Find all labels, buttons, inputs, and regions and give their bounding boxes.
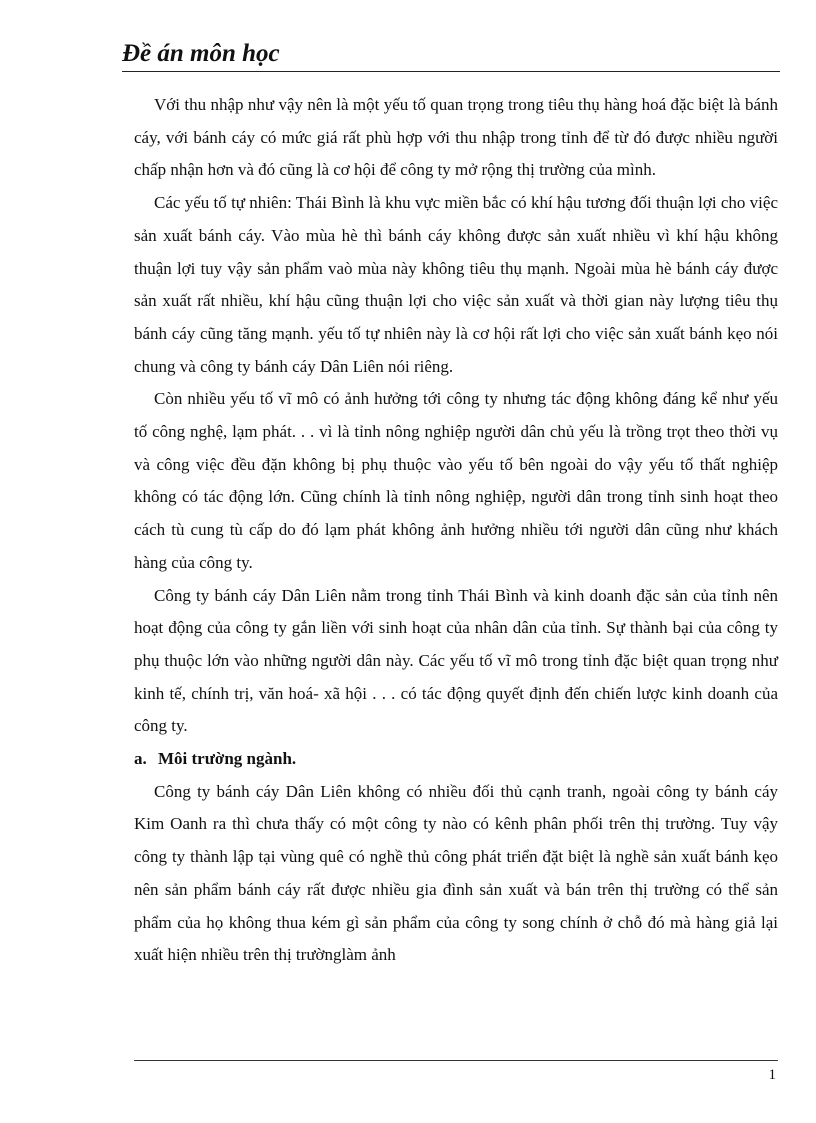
section-number: a. — [134, 749, 147, 769]
paragraph-macro-factors: Còn nhiều yếu tố vĩ mô có ảnh hưởng tới công ty nhưng tác động không đáng kể như yếu tố công nghệ, lạm phát. . . vì là tỉnh nông nghiệp người dân chủ yếu là trồng trọt theo thời vụ và công việc đều đặn không bị phụ thuộc vào yếu tố bên ngoài do vậy yếu tố thất nghiệp không có tác động lớn. Cũng chính là tỉnh nông nghiệp, người dân trong tỉnh sinh hoạt theo cách tù cung tù cấp do đó lạm phát không ảnh hưởng nhiều tới người dân cũng như khách hàng của công ty. — [134, 389, 778, 572]
footer-divider — [134, 1060, 778, 1061]
document-title: Đề án môn học — [122, 40, 280, 67]
page-number: 1 — [768, 1067, 776, 1083]
document-body — [134, 89, 778, 972]
paragraph-income: Với thu nhập như vậy nên là một yếu tố quan trọng trong tiêu thụ hàng hoá đặc biệt là bánh cáy, với bánh cáy có mức giá rất phù hợp với thu nhập trong tỉnh để từ đó được nhiều người chấp nhận hơn và đó cũng là cơ hội để công ty mở rộng thị trường của mình. — [134, 95, 778, 180]
page-header — [122, 38, 780, 72]
section-heading — [134, 743, 778, 776]
paragraph-natural-factors: Các yếu tố tự nhiên: Thái Bình là khu vực miền bắc có khí hậu tương đối thuận lợi cho việc sản xuất bánh cáy. Vào mùa hè thì bánh cáy không được sản xuất nhiều vì khí hậu không thuận lợi tuy vậy sản phẩm vaò mùa này không tiêu thụ mạnh. Ngoài mùa hè bánh cáy được sản xuất rất nhiều, khí hậu cũng thuận lợi cho việc sản xuất và thời gian này lượng tiêu thụ bánh cáy cũng tăng mạnh. yếu tố tự nhiên này là cơ hội rất lợi cho việc sản xuất bánh kẹo nói chung và công ty bánh cáy Dân Liên nói riêng. — [134, 193, 778, 376]
section-title: Môi trường ngành. — [158, 749, 297, 769]
paragraph-industry-environment: Công ty bánh cáy Dân Liên không có nhiều đối thủ cạnh tranh, ngoài công ty bánh cáy Kim Oanh ra thì chưa thấy có một công ty nào có kênh phân phối trên thị trường. Tuy vậy công ty thành lập tại vùng quê có nghề thủ công phát triển đặt biệt là nghề sản xuất bánh kẹo nên sản phẩm bánh cáy rất được nhiều gia đình sản xuất và bán trên thị trường có thể sản phẩm của họ không thua kém gì sản phẩm của công ty song chính ở chỗ đó mà hàng giả lại xuất hiện nhiều trên thị trườnglàm ảnh — [134, 781, 778, 965]
paragraph-company-location: Công ty bánh cáy Dân Liên nằm trong tỉnh Thái Bình và kinh doanh đặc sản của tỉnh nên hoạt động của công ty gắn liền với sinh hoạt của nhân dân của tỉnh. Sự thành bại của công ty phụ thuộc lớn vào những người dân này. Các yếu tố vĩ mô trong tỉnh đặc biệt quan trọng như kinh tế, chính trị, văn hoá- xã hội . . . có tác động quyết định đến chiến lược kinh doanh của công ty. — [134, 585, 778, 736]
